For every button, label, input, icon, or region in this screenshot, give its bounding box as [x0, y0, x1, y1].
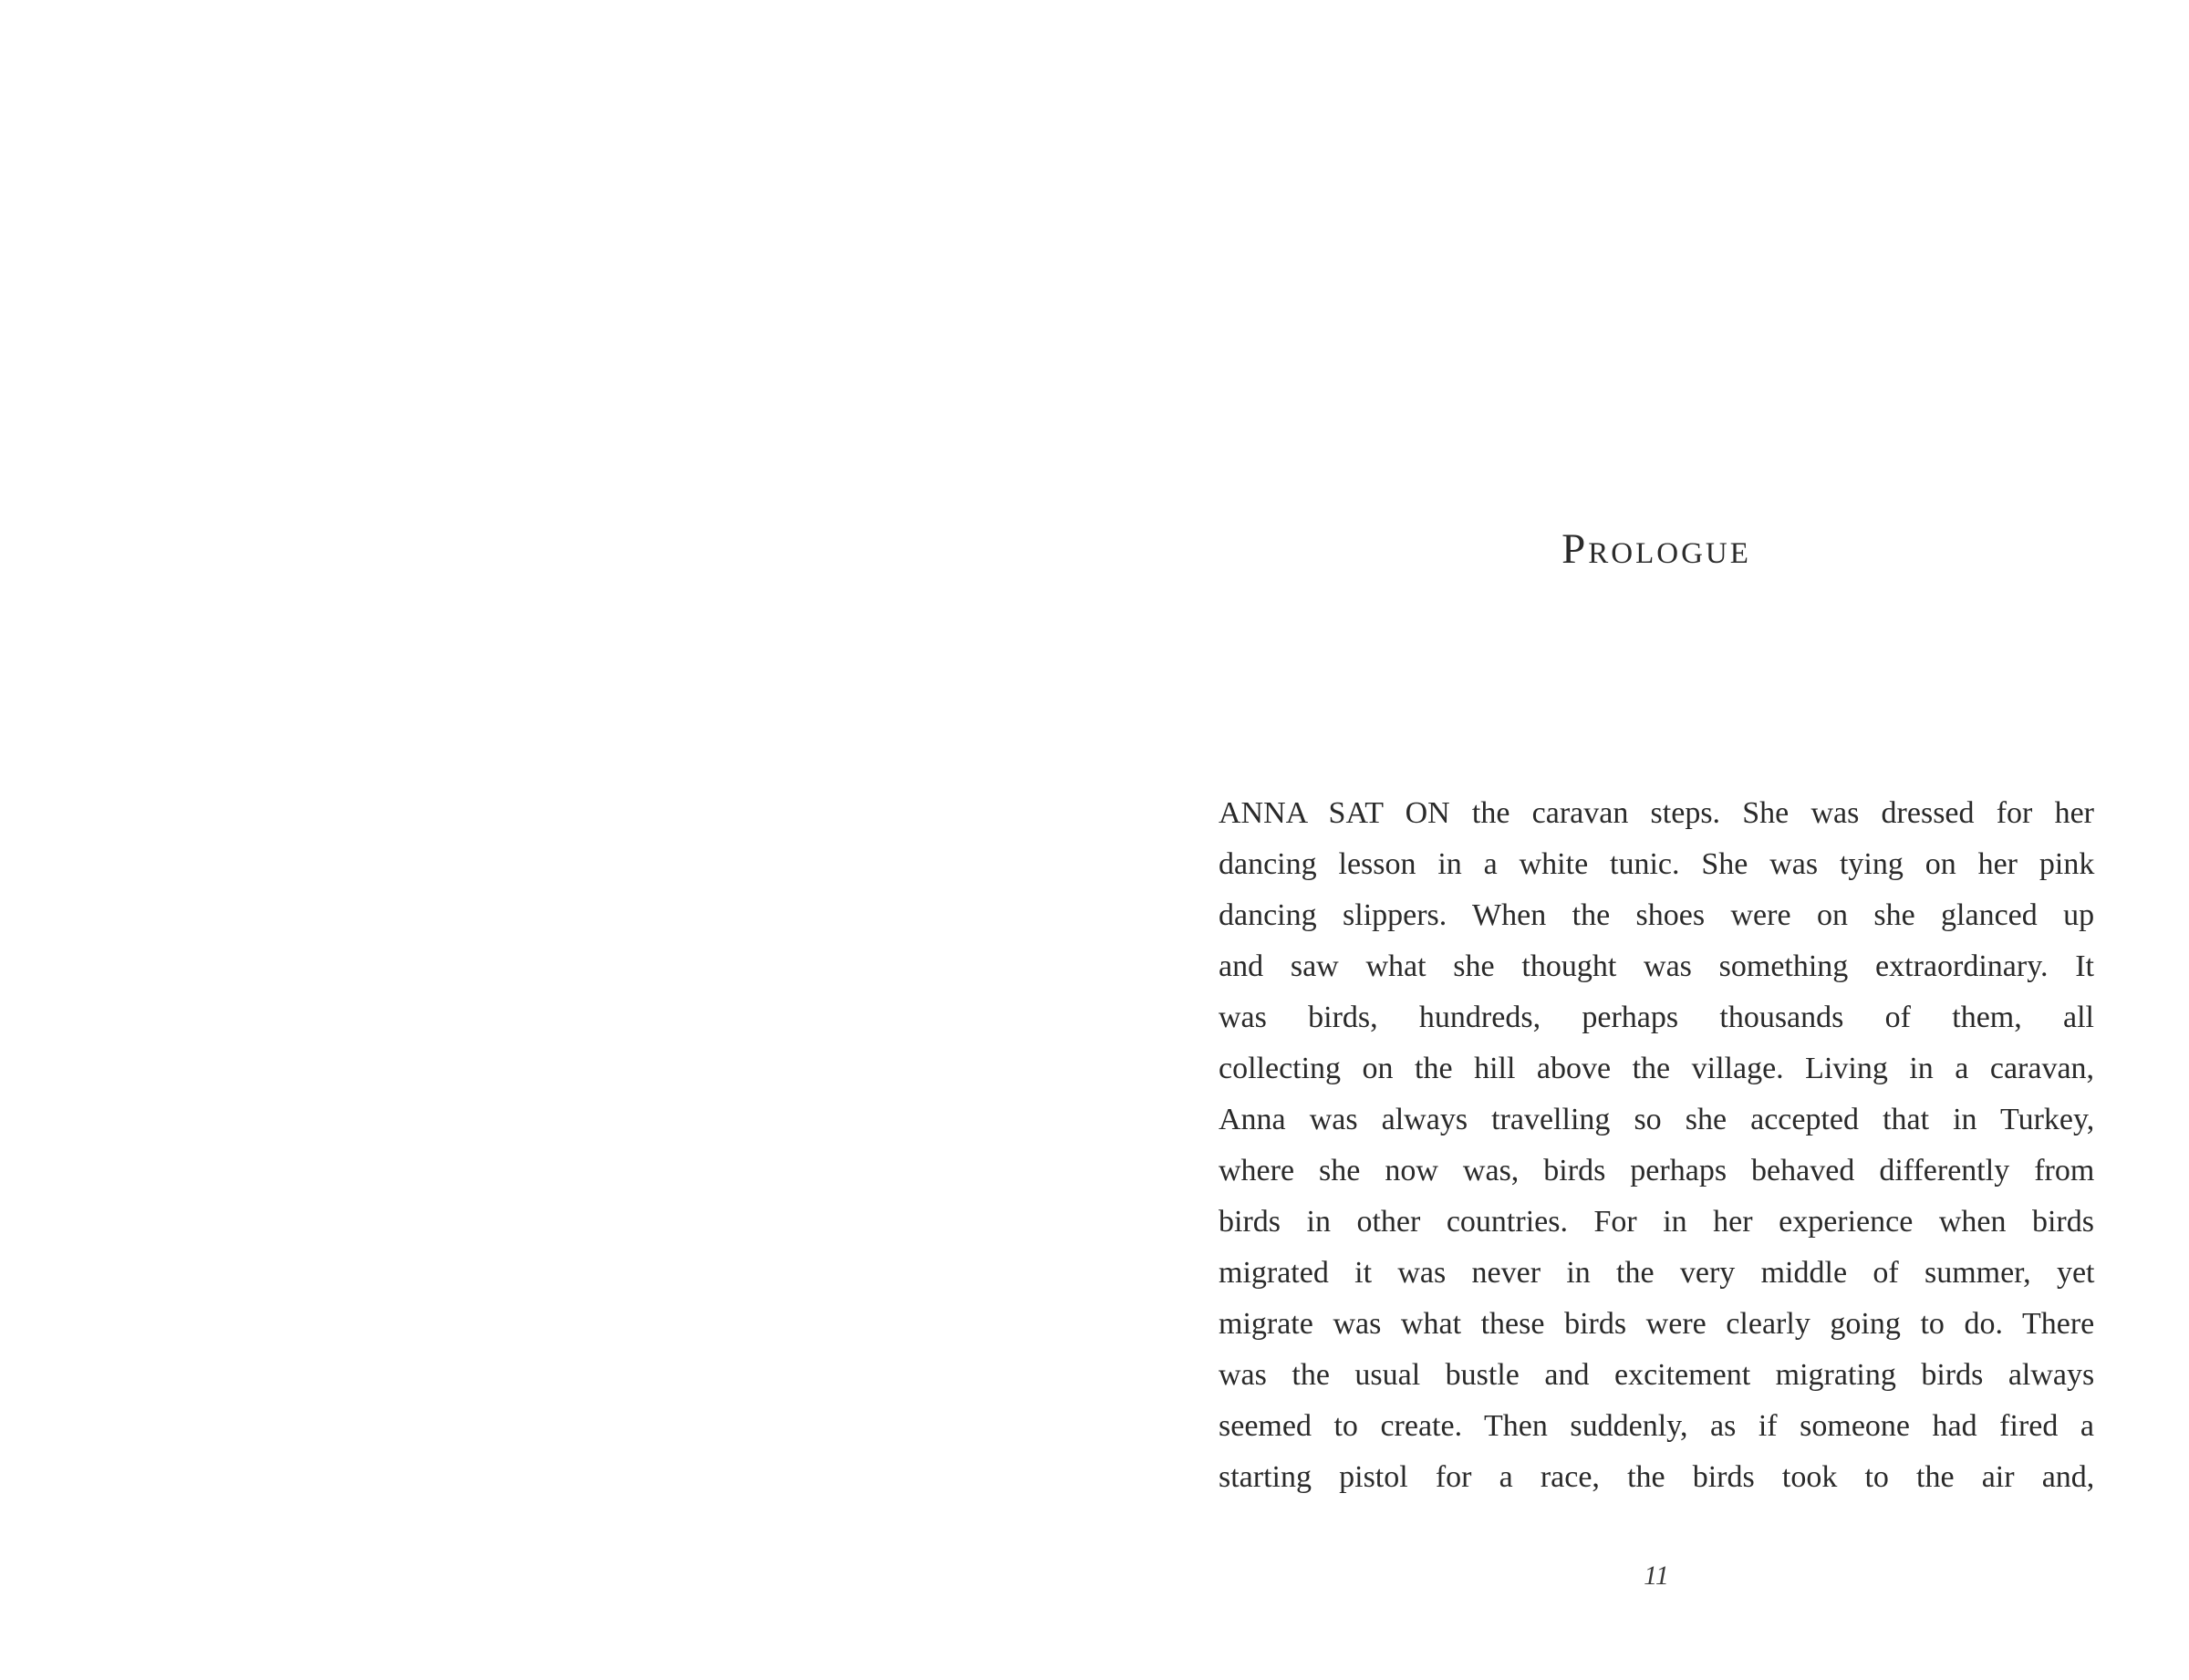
text-line: and saw what she thought was something extraordinary. It: [1219, 949, 2095, 983]
left-page-blank: [0, 0, 1094, 1680]
text-line: Anna was always travelling so she accepted that in Turkey,: [1219, 1103, 2095, 1136]
page-number: 11: [1644, 1561, 1669, 1591]
chapter-title: Prologue: [1561, 525, 1751, 573]
text-line: collecting on the hill above the village. Living in a caravan,: [1219, 1052, 2095, 1085]
text-line: birds in other countries. For in her experience when birds: [1219, 1205, 2094, 1239]
text-line: ANNA SAT ON the caravan steps. She was dressed for her: [1219, 796, 2094, 830]
text-line: migrated it was never in the very middle of summer, yet: [1219, 1256, 2095, 1290]
text-line: seemed to create. Then suddenly, as if someone had fired a: [1219, 1409, 2094, 1443]
body-text: [1219, 788, 2094, 1503]
text-line: dancing slippers. When the shoes were on she glanced up: [1219, 898, 2095, 932]
text-line: where she now was, birds perhaps behaved differently from: [1219, 1154, 2095, 1187]
text-line: was birds, hundreds, perhaps thousands of them, all: [1219, 1001, 2094, 1034]
text-line: migrate was what these birds were clearly going to do. There: [1219, 1307, 2095, 1341]
text-line: was the usual bustle and excitement migrating birds always: [1219, 1358, 2095, 1392]
text-line: dancing lesson in a white tunic. She was tying on her pink: [1219, 847, 2095, 881]
text-line: starting pistol for a race, the birds took to the air and,: [1219, 1460, 2095, 1494]
